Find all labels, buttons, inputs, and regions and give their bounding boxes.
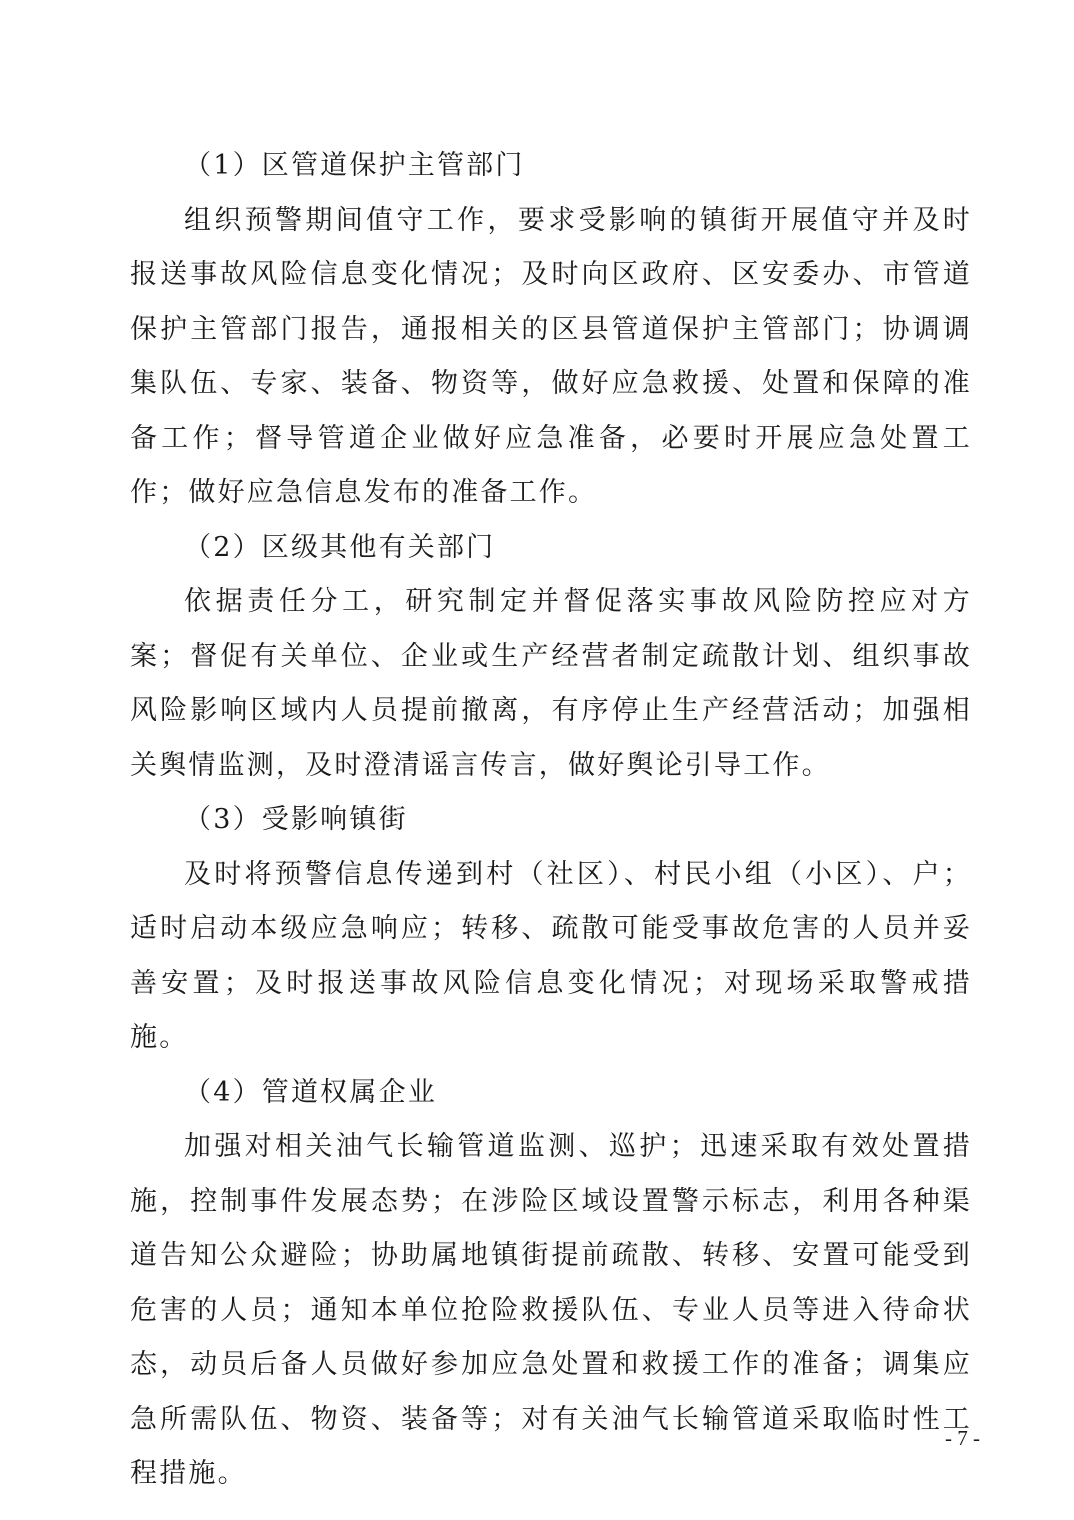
section-heading-3: （3）受影响镇街 <box>184 804 408 835</box>
section-paragraph-1: 组织预警期间值守工作，要求受影响的镇街开展值守并及时报送事故风险信息变化情况；及时向区政府、区安委办、市管道保护主管部门报告，通报相关的区县管道保护主管部门；协调调集队伍、专家、装备、物资等，做好应急救援、处置和保障的准备工作；督导管道企业做好应急准备，必要时开展应急处置工作；做好应急信息发布的准备工作。 <box>130 204 972 508</box>
page-number: - 7 - <box>945 1426 980 1450</box>
section-heading-4: （4）管道权属企业 <box>184 1076 437 1108</box>
section-paragraph-3: 及时将预警信息传递到村（社区）、村民小组（小区）、户；适时启动本级应急响应；转移、疏散可能受事故危害的人员并妥善安置；及时报送事故风险信息变化情况；对现场采取警戒措施。 <box>130 858 972 1053</box>
section-heading-1: （1）区管道保护主管部门 <box>184 150 525 181</box>
section-paragraph-2: 依据责任分工，研究制定并督促落实事故风险防控应对方案；督促有关单位、企业或生产经营者制定疏散计划、组织事故风险影响区域内人员提前撤离，有序停止生产经营活动；加强相关舆情监测，及时澄清谣言传言，做好舆论引导工作。 <box>130 586 972 781</box>
section-heading-2: （2）区级其他有关部门 <box>184 531 496 563</box>
document-body <box>130 139 972 1502</box>
section-paragraph-4: 加强对相关油气长输管道监测、巡护；迅速采取有效处置措施，控制事件发展态势；在涉险区域设置警示标志，利用各种渠道告知公众避险；协助属地镇街提前疏散、转移、安置可能受到危害的人员；通知本单位抢险救援队伍、专业人员等进入待命状态，动员后备人员做好参加应急处置和救援工作的准备；调集应急所需队伍、物资、装备等；对有关油气长输管道采取临时性工程措施。 <box>130 1131 972 1489</box>
